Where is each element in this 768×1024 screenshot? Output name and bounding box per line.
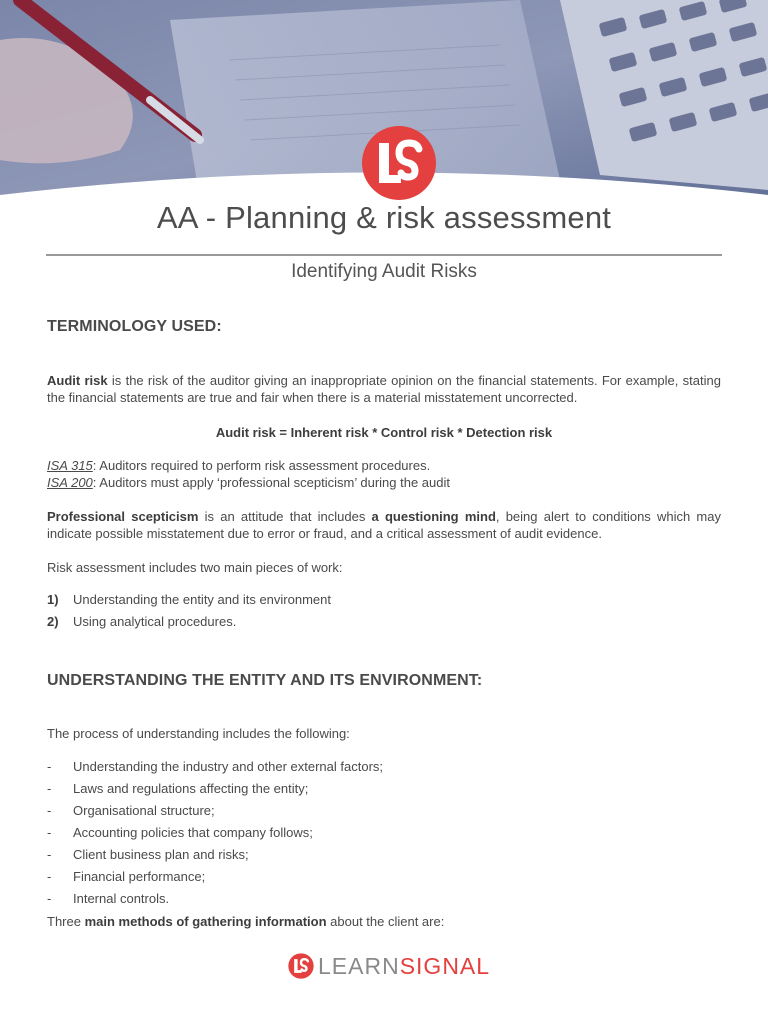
list-item xyxy=(47,822,721,844)
audit-risk-definition: is the risk of the auditor giving an inappropriate opinion on the financial statements. For example, stating the financial statements are true and fair when there is a material misstatement uncorrected. xyxy=(47,373,721,405)
list-number: 1) xyxy=(47,592,59,607)
list-item xyxy=(47,756,721,778)
bullet-dash: - xyxy=(47,825,52,840)
isa-200-line xyxy=(47,474,721,491)
audit-risk-formula: Audit risk = Inherent risk * Control risk * Detection risk xyxy=(215,425,553,440)
bullet-dash: - xyxy=(47,869,52,884)
isa-315-line xyxy=(47,457,721,474)
list-item-text: Client business plan and risks; xyxy=(73,847,249,862)
list-item xyxy=(47,888,721,910)
methods-emphasis: main methods of gathering information xyxy=(84,914,327,929)
ls-logo-icon xyxy=(288,953,314,979)
methods-intro xyxy=(47,913,721,930)
bullet-dash: - xyxy=(47,803,52,818)
list-item xyxy=(47,800,721,822)
bullet-dash: - xyxy=(47,847,52,862)
page-subtitle: Identifying Audit Risks xyxy=(291,261,477,282)
list-item-text: Accounting policies that company follows; xyxy=(73,825,313,840)
section-heading-terminology: TERMINOLOGY USED: xyxy=(47,318,222,335)
list-item-text: Laws and regulations affecting the entity; xyxy=(73,781,309,796)
list-item xyxy=(47,866,721,888)
bullet-dash: - xyxy=(47,759,52,774)
list-item-text: Understanding the entity and its environment xyxy=(73,592,331,607)
isa-200-link[interactable]: ISA 200 xyxy=(47,475,93,490)
methods-text-post: about the client are: xyxy=(326,914,445,929)
list-item-text: Using analytical procedures. xyxy=(73,614,237,629)
list-item xyxy=(47,844,721,866)
list-item-text: Organisational structure; xyxy=(73,803,215,818)
section-heading-understanding: UNDERSTANDING THE ENTITY AND ITS ENVIRONMENT: xyxy=(47,672,483,689)
list-number: 2) xyxy=(47,614,59,629)
questioning-mind-emphasis: a questioning mind xyxy=(371,509,496,524)
audit-risk-paragraph xyxy=(47,372,721,406)
understanding-list xyxy=(47,756,721,910)
risk-steps-list xyxy=(47,589,721,633)
page-title: AA - Planning & risk assessment xyxy=(156,200,612,235)
ps-text-part2: , being alert to conditions which may indicate possible misstatement due to error or fraud, and a critical assessment of audit evidence. xyxy=(47,509,721,541)
professional-scepticism-paragraph xyxy=(47,508,721,542)
isa-315-text: : Auditors required to perform risk assessment procedures. xyxy=(92,458,431,473)
audit-risk-term: Audit risk xyxy=(47,373,108,388)
isa-200-text: : Auditors must apply ‘professional scepticism’ during the audit xyxy=(92,475,450,490)
ps-text-part1: is an attitude that includes xyxy=(198,509,372,524)
brand-learn: LEARN xyxy=(318,953,400,979)
title-divider xyxy=(46,254,722,256)
list-item-text: Internal controls. xyxy=(73,891,170,906)
list-item xyxy=(47,611,721,633)
ls-logo-icon xyxy=(361,125,437,201)
list-item xyxy=(47,778,721,800)
list-item-text: Financial performance; xyxy=(73,869,206,884)
brand-wordmark xyxy=(318,951,490,981)
brand-signal: SIGNAL xyxy=(399,953,491,979)
list-item-text: Understanding the industry and other external factors; xyxy=(73,759,384,774)
list-item xyxy=(47,589,721,611)
risk-assessment-intro: Risk assessment includes two main pieces of work: xyxy=(47,560,343,575)
methods-text-pre: Three xyxy=(47,914,85,929)
bullet-dash: - xyxy=(47,781,52,796)
isa-315-link[interactable]: ISA 315 xyxy=(47,458,93,473)
professional-scepticism-term: Professional scepticism xyxy=(47,509,199,524)
bullet-dash: - xyxy=(47,891,52,906)
understanding-intro: The process of understanding includes the following: xyxy=(47,726,350,741)
